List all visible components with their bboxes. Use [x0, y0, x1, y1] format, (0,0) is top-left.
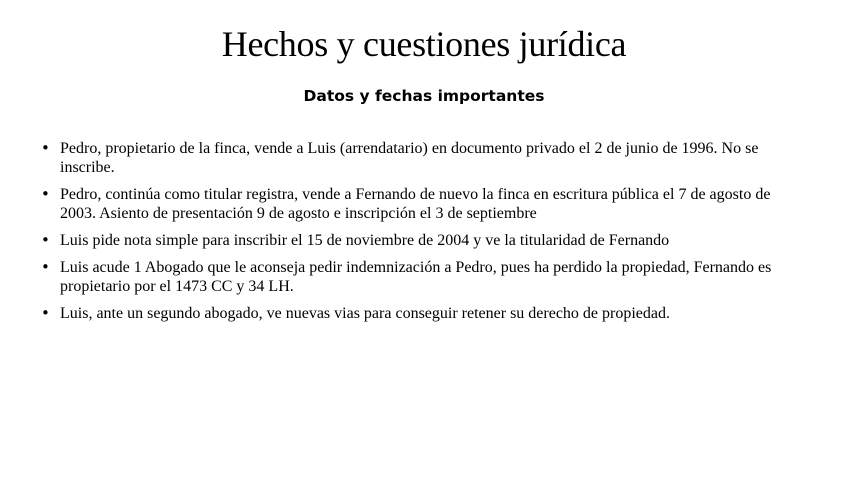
- bullet-icon: •: [41, 258, 50, 276]
- bullet-text: Luis pide nota simple para inscribir el 15 de noviembre de 2004 y ve la titularidad de Fernando: [60, 232, 670, 249]
- slide-subtitle: Datos y fechas importantes: [303, 87, 545, 105]
- bullet-item: [41, 231, 791, 250]
- bullet-icon: •: [41, 185, 50, 203]
- slide-title: Hechos y cuestiones jurídica: [221, 24, 627, 64]
- bullet-icon: •: [41, 304, 50, 322]
- bullet-icon: •: [41, 231, 50, 249]
- bullet-text: Luis, ante un segundo abogado, ve nuevas vias para conseguir retener su derecho de propiedad.: [60, 305, 671, 322]
- bullet-list: [41, 139, 791, 331]
- bullet-text: Pedro, propietario de la finca, vende a Luis (arrendatario) en documento privado el 2 de junio de 1996. No se inscribe.: [60, 140, 759, 176]
- bullet-text: Luis acude 1 Abogado que le aconseja pedir indemnización a Pedro, pues ha perdido la propiedad, Fernando es propietario por el 1473 CC y 34 LH.: [60, 259, 772, 295]
- bullet-item: [41, 185, 791, 223]
- bullet-item: [41, 304, 791, 323]
- bullet-icon: •: [41, 139, 50, 157]
- bullet-item: [41, 258, 791, 296]
- bullet-text: Pedro, continúa como titular registra, vende a Fernando de nuevo la finca en escritura pública el 7 de agosto de 2003. Asiento de presentación 9 de agosto e inscripción el 3 de septiembre: [60, 186, 771, 222]
- bullet-item: [41, 139, 791, 177]
